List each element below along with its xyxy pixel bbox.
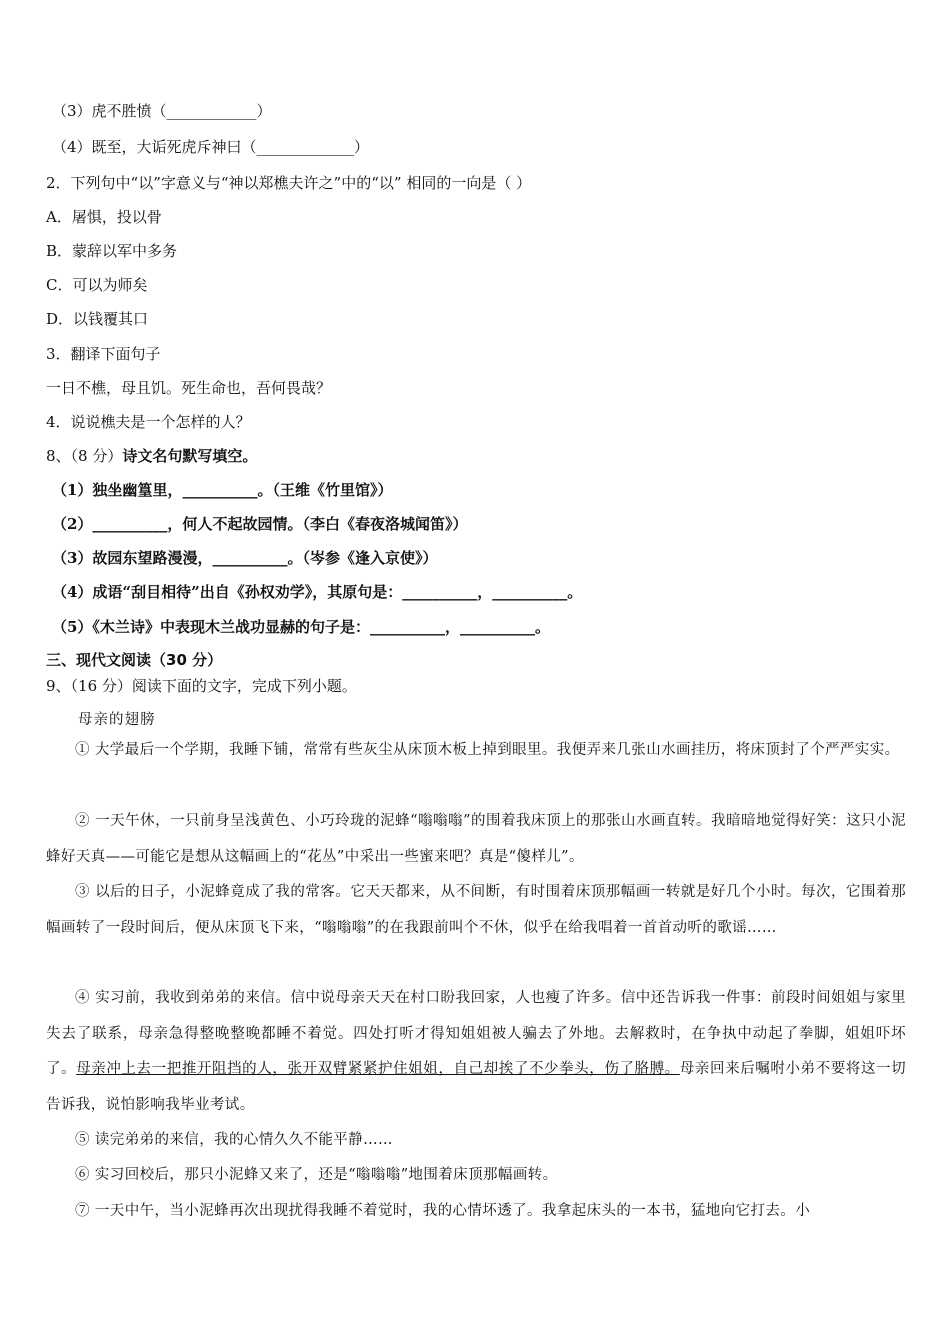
article-title: 母亲的翅膀 [78, 712, 156, 728]
article-paragraph-6: ⑥ 实习回校后，那只小泥蜂又来了，还是“嗡嗡嗡”地围着床顶那幅画转。 [75, 1167, 558, 1183]
q4-stem: 4．说说樵夫是一个怎样的人？ [46, 413, 251, 431]
q8-stem-title: 诗文名句默写填空。 [122, 447, 258, 465]
article-paragraph-4 [46, 981, 906, 1123]
q2-stem: 2．下列句中“以”字意义与“神以郑樵夫许之”中的“以” 相同的一向是（ ） [46, 174, 532, 192]
article-paragraph-2: ② 一天午休，一只前身呈浅黄色、小巧玲珑的泥蜂“嗡嗡嗡”的围着我床顶上的那张山水画直转。我暗暗地觉得好笑：这只小泥蜂好天真——可能它是想从这幅画上的“花丛”中采出一些蜜来吧？真是“傻样儿”。 [46, 813, 906, 865]
article-paragraph-1: ① 大学最后一个学期，我睡下铺，常常有些灰尘从床顶木板上掉到眼里。我便弄来几张山水画挂历，将床顶封了个严严实实。 [75, 742, 900, 758]
article-paragraph-7: ⑦ 一天中午，当小泥蜂再次出现扰得我睡不着觉时，我的心情坏透了。我拿起床头的一本书，猛地向它打去。小 [75, 1203, 811, 1219]
q8-item-1: （1）独坐幽篁里，__________。（王维《竹里馆》） [52, 481, 393, 499]
section-title: 三、现代文阅读（30 分） [46, 651, 223, 669]
q3-sentence: 一日不樵，母且饥。死生命也，吾何畏哉？ [46, 379, 332, 397]
q8-item-4: （4）成语“刮目相待”出自《孙权劝学》，其原句是：__________，__________。 [52, 583, 583, 601]
paragraph-4-text: ④ 实习前，我收到弟弟的来信。信中说母亲天天在村口盼我回家，人也瘦了许多。信中还告诉我一件事：前段时间姐姐与家里失去了联系，母亲急得整晚整晚都睡不着觉。四处打听才得知姐姐被人骗去了外地。去解救时，在争执中动起了拳脚，姐姐吓坏了。 [46, 990, 906, 1077]
underlined-sentence: 母亲冲上去一把推开阻挡的人，张开双臂紧紧护住姐姐，自己却挨了不少拳头，伤了胳膊。 [76, 1061, 680, 1077]
q8-item-3: （3）故园东望路漫漫，__________。（岑参《逢入京使》） [52, 549, 438, 567]
q3-stem: 3．翻译下面句子 [46, 345, 161, 363]
q8-stem-prefix: 8、（8 分） [46, 447, 123, 465]
article-paragraph-5: ⑤ 读完弟弟的来信，我的心情久久不能平静…… [75, 1132, 393, 1148]
article-paragraph-3: ③ 以后的日子，小泥蜂竟成了我的常客。它天天都来，从不间断，有时围着床顶那幅画一转就是好几个小时。每次，它围着那幅画转了一段时间后，便从床顶飞下来，“嗡嗡嗡”的在我跟前叫个不休，似乎在给我唱着一首首动听的歌谣…… [46, 884, 906, 936]
q9-stem: 9、（16 分）阅读下面的文字，完成下列小题。 [46, 677, 357, 695]
q2-option-a: A．屠惧，投以骨 [46, 208, 162, 226]
q2-option-d: D．以钱覆其口 [46, 310, 149, 328]
paragraph-4-ending: 母亲回来后嘱咐小弟不要将这一切告诉我，说怕影响我毕业考试。 [46, 1061, 906, 1113]
q8-stem [46, 446, 257, 466]
q8-item-5: （5）《木兰诗》中表现木兰战功显赫的句子是：__________，__________。 [52, 618, 550, 636]
q1-item-3: （3）虎不胜愤（____________） [52, 102, 272, 120]
q8-item-2: （2）__________，何人不起故园情。（李白《春夜洛城闻笛》） [52, 515, 468, 533]
q2-option-b: B．蒙辞以军中多务 [46, 242, 178, 260]
q2-option-c: C．可以为师矣 [46, 276, 148, 294]
q1-item-4: （4）既至，大诟死虎斥神曰（_____________） [52, 138, 370, 156]
